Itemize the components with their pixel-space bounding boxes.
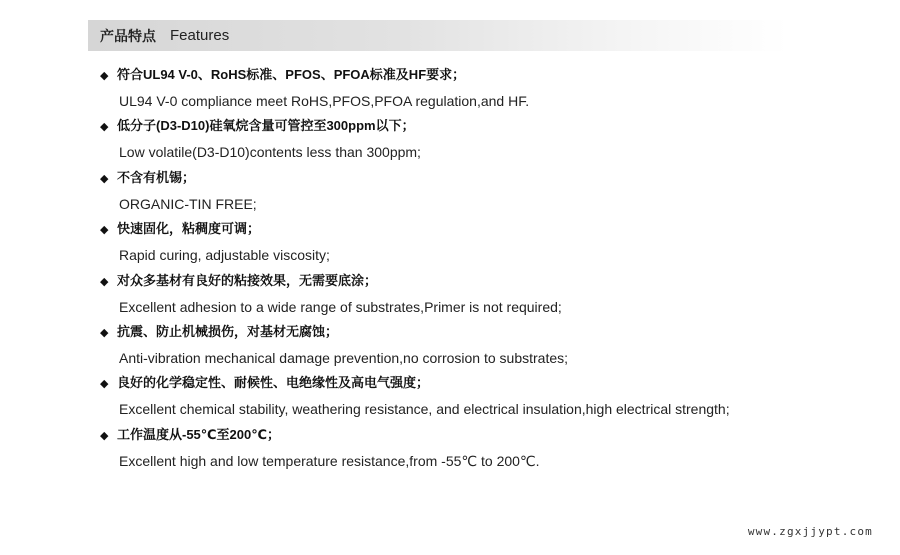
diamond-bullet-icon: ◆ bbox=[100, 224, 109, 237]
feature-text-en: Excellent adhesion to a wide range of substrates,Primer is not required; bbox=[119, 298, 562, 315]
watermark-url: www.zgxjjypt.com bbox=[747, 525, 873, 538]
feature-text-en: Rapid curing, adjustable viscosity; bbox=[119, 247, 330, 264]
diamond-bullet-icon: ◆ bbox=[100, 275, 109, 288]
diamond-bullet-icon: ◆ bbox=[100, 326, 109, 339]
feature-item bbox=[100, 322, 860, 373]
diamond-bullet-icon: ◆ bbox=[100, 378, 109, 391]
section-title-en: Features bbox=[170, 27, 230, 44]
feature-item bbox=[100, 425, 860, 476]
feature-item bbox=[100, 168, 860, 219]
feature-text-cn: 不含有机锡； bbox=[117, 169, 196, 185]
feature-item bbox=[100, 219, 860, 270]
section-title-cn: 产品特点 bbox=[100, 27, 156, 44]
diamond-bullet-icon: ◆ bbox=[100, 172, 109, 185]
feature-item bbox=[100, 373, 860, 424]
feature-text-en: ORGANIC-TIN FREE; bbox=[119, 195, 257, 212]
feature-text-en: Excellent high and low temperature resistance,from -55℃ to 200℃. bbox=[119, 452, 540, 469]
feature-text-cn: 快速固化，粘稠度可调； bbox=[117, 221, 261, 237]
feature-text-cn: 良好的化学稳定性、耐候性、电绝缘性及高电气强度； bbox=[117, 375, 430, 391]
feature-item bbox=[100, 271, 860, 322]
section-header bbox=[88, 20, 788, 51]
feature-list bbox=[100, 65, 860, 476]
feature-text-en: Anti-vibration mechanical damage prevention,no corrosion to substrates; bbox=[119, 349, 569, 366]
feature-text-cn: 低分子(D3-D10)硅氧烷含量可管控至300ppm以下； bbox=[117, 118, 415, 134]
feature-item bbox=[100, 116, 860, 167]
feature-text-en: Low volatile(D3-D10)contents less than 300ppm; bbox=[119, 144, 421, 161]
feature-text-cn: 符合UL94 V-0、RoHS标准、PFOS、PFOA标准及HF要求； bbox=[117, 67, 466, 82]
feature-text-en: Excellent chemical stability, weathering resistance, and electrical insulation,high electrical strength; bbox=[119, 401, 730, 418]
feature-text-cn: 对众多基材有良好的粘接效果，无需要底涂； bbox=[117, 272, 378, 288]
diamond-bullet-icon: ◆ bbox=[100, 121, 109, 134]
feature-text-en: UL94 V-0 compliance meet RoHS,PFOS,PFOA regulation,and HF. bbox=[119, 93, 530, 109]
feature-item bbox=[100, 65, 860, 116]
diamond-bullet-icon: ◆ bbox=[100, 70, 109, 82]
feature-text-cn: 工作温度从-55℃至200℃； bbox=[117, 426, 280, 442]
diamond-bullet-icon: ◆ bbox=[100, 429, 109, 442]
feature-text-cn: 抗震、防止机械损伤，对基材无腐蚀； bbox=[117, 323, 339, 339]
